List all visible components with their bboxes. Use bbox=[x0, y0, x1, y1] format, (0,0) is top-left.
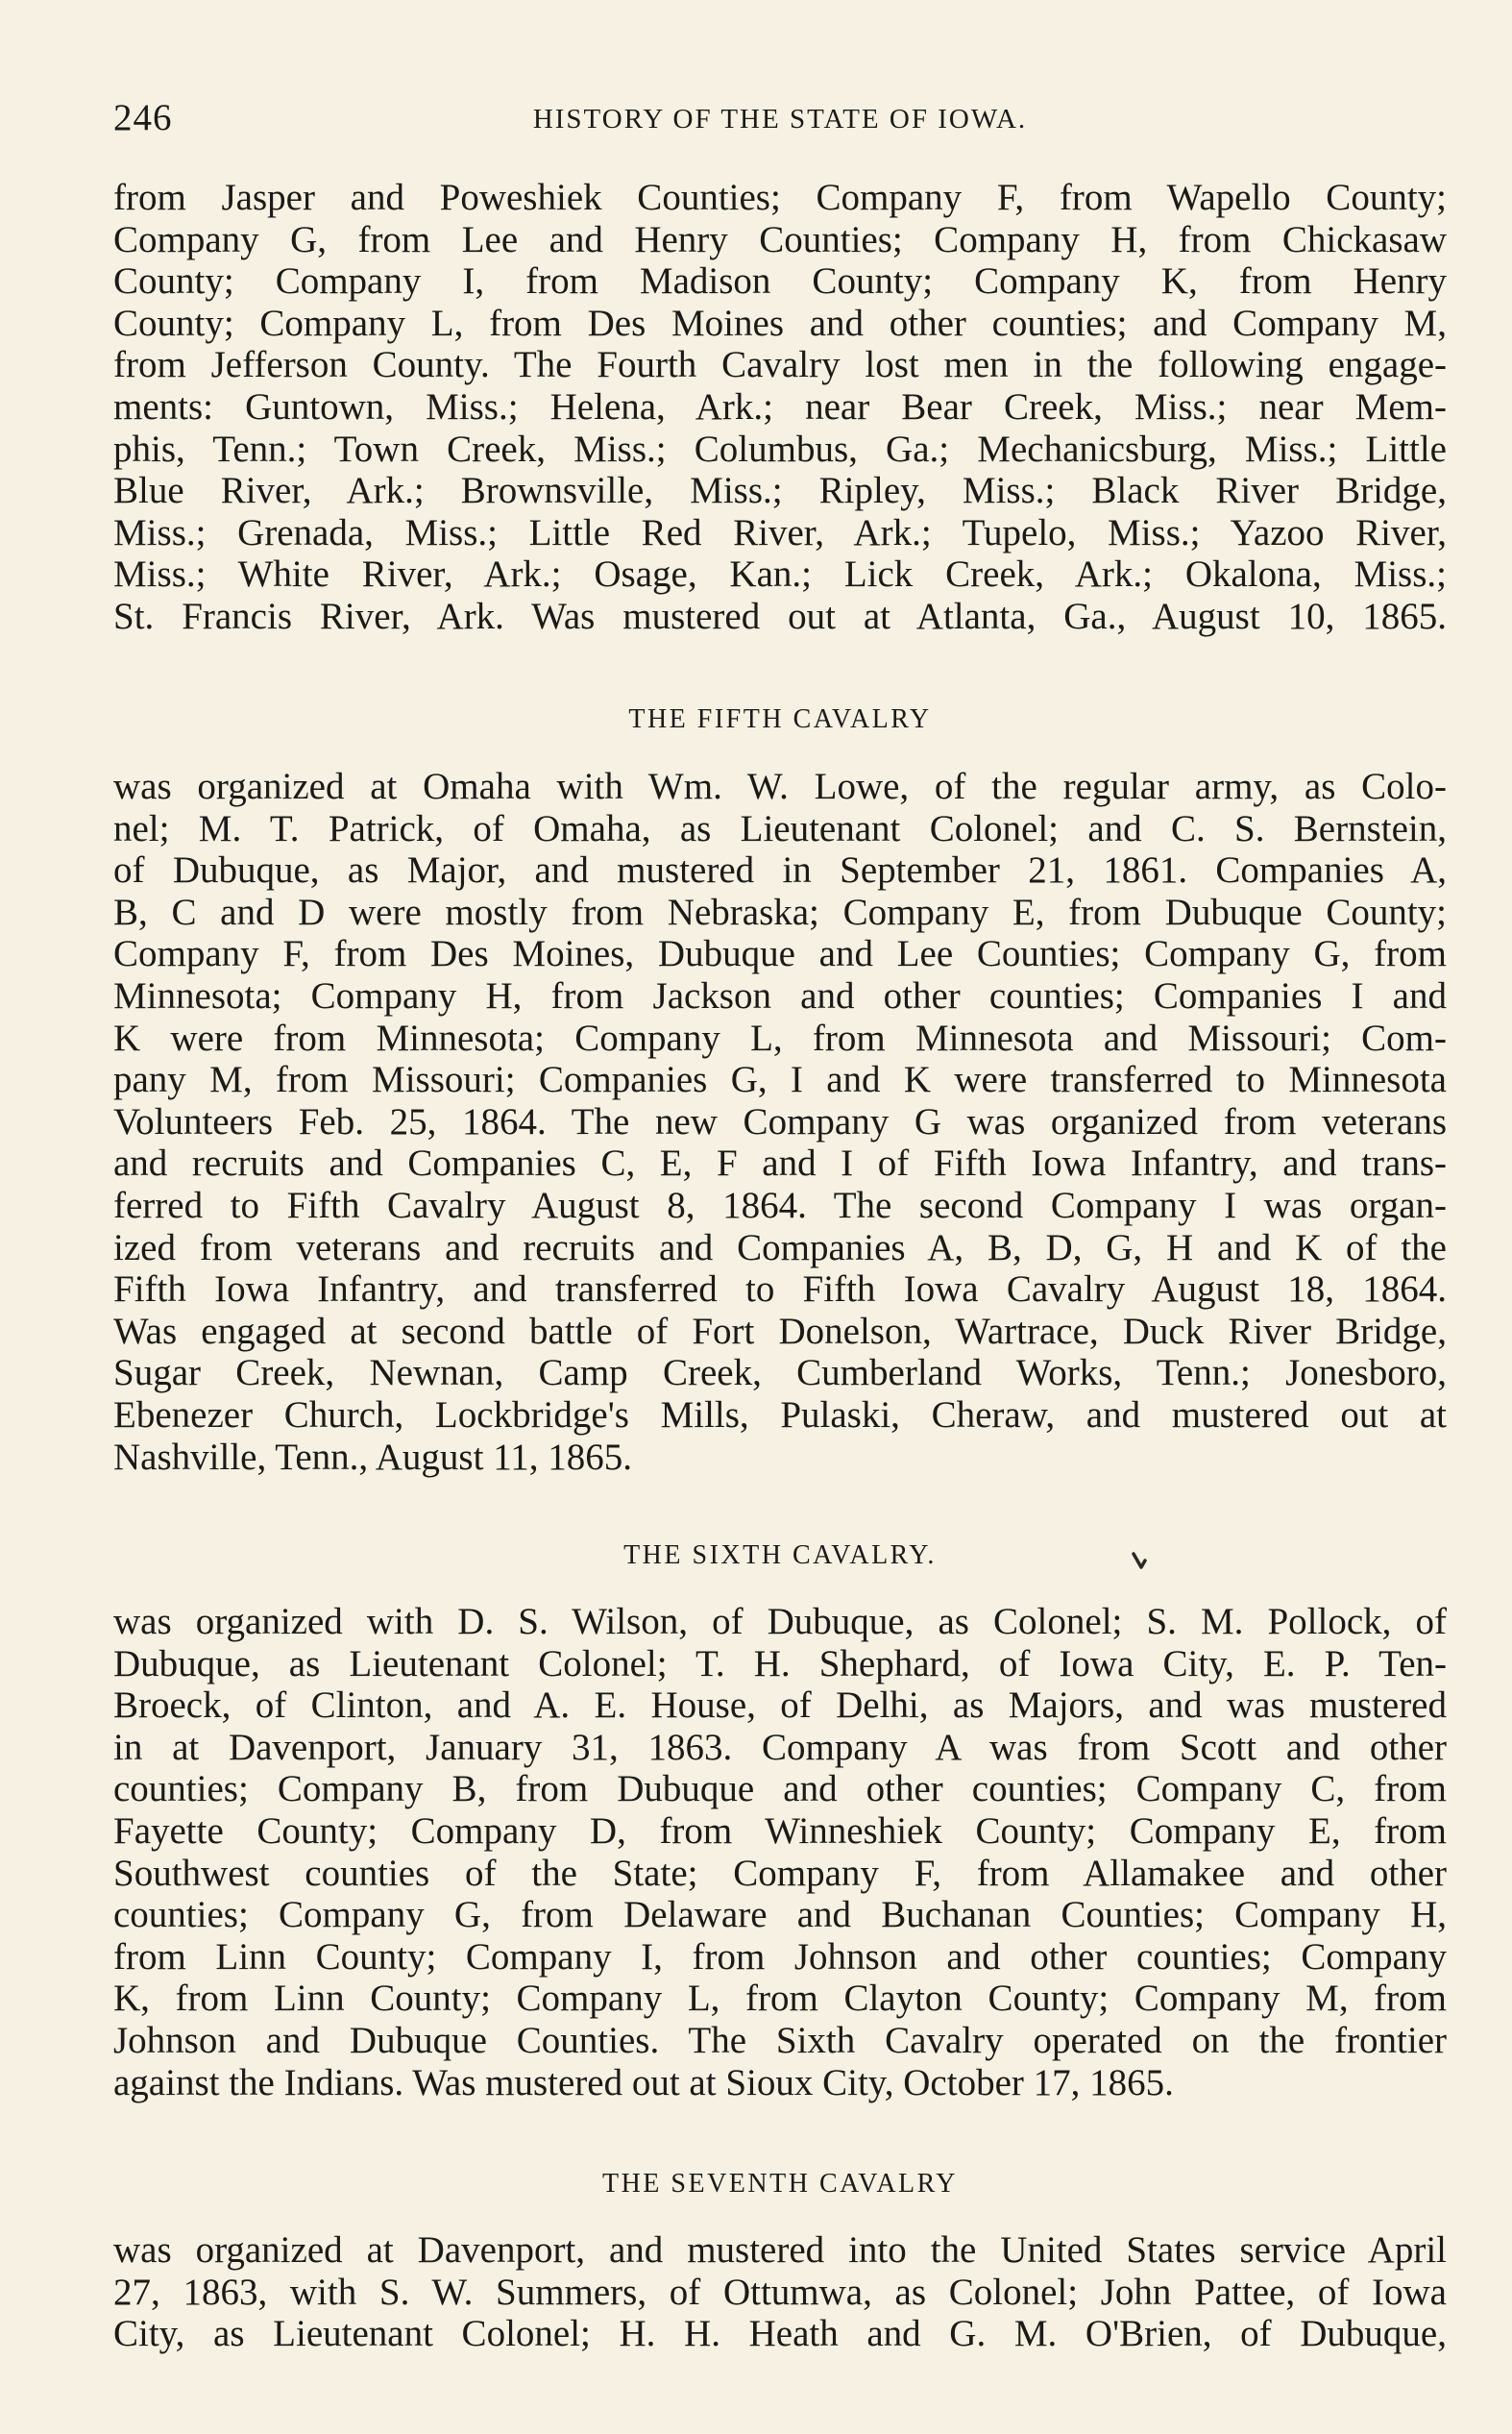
heading-seventh-cavalry: THE SEVENTH CAVALRY bbox=[601, 2169, 959, 2199]
text-line: Blue River, Ark.; Brownsville, Miss.; Ripley, Miss.; Black River Bridge, bbox=[113, 470, 1447, 512]
text-line: counties; Company G, from Delaware and Buchanan Counties; Company H, bbox=[113, 1894, 1447, 1936]
paragraph-fourth-cavalry-continued bbox=[113, 177, 1447, 638]
text-line: phis, Tenn.; Town Creek, Miss.; Columbus, Ga.; Mechanicsburg, Miss.; Little bbox=[113, 428, 1447, 470]
text-line: County; Company I, from Madison County; Company K, from Henry bbox=[113, 260, 1447, 303]
text-line: Sugar Creek, Newnan, Camp Creek, Cumberland Works, Tenn.; Jonesboro, bbox=[113, 1352, 1447, 1394]
text-line: counties; Company B, from Dubuque and other counties; Company C, from bbox=[113, 1768, 1447, 1810]
text-line: ized from veterans and recruits and Companies A, B, D, G, H and K of the bbox=[113, 1226, 1447, 1268]
text-line: Fayette County; Company D, from Winneshiek County; Company E, from bbox=[113, 1809, 1447, 1852]
text-line: Southwest counties of the State; Company F, from Allamakee and other bbox=[113, 1852, 1447, 1894]
text-line: B, C and D were mostly from Nebraska; Company E, from Dubuque County; bbox=[113, 891, 1447, 933]
paragraph-sixth-cavalry bbox=[113, 1601, 1447, 2103]
text-line: nel; M. T. Patrick, of Omaha, as Lieutenant Colonel; and C. S. Bernstein, bbox=[113, 807, 1447, 849]
text-line: pany M, from Missouri; Companies G, I and K were transferred to Minnesota bbox=[113, 1059, 1447, 1101]
running-head bbox=[113, 96, 1447, 154]
text-line: K were from Minnesota; Company L, from Minnesota and Missouri; Com- bbox=[113, 1017, 1447, 1059]
text-line: Miss.; Grenada, Miss.; Little Red River, Ark.; Tupelo, Miss.; Yazoo River, bbox=[113, 511, 1447, 553]
text-line: Johnson and Dubuque Counties. The Sixth Cavalry operated on the frontier bbox=[113, 2019, 1447, 2061]
text-line: Broeck, of Clinton, and A. E. House, of Delhi, as Majors, and was mustered bbox=[113, 1684, 1447, 1727]
text-line: Nashville, Tenn., August 11, 1865. bbox=[113, 1436, 633, 1478]
text-line: from Jasper and Poweshiek Counties; Company F, from Wapello County; bbox=[113, 177, 1447, 218]
text-line: Dubuque, as Lieutenant Colonel; T. H. Shephard, of Iowa City, E. P. Ten- bbox=[113, 1642, 1447, 1684]
paragraph-seventh-cavalry bbox=[113, 2229, 1447, 2355]
running-title: HISTORY OF THE STATE OF IOWA. bbox=[532, 104, 1028, 135]
text-line: from Linn County; Company I, from Johnson and other counties; Company bbox=[113, 1935, 1447, 1978]
text-line: Company F, from Des Moines, Dubuque and Lee Counties; Company G, from bbox=[113, 933, 1447, 975]
text-line: Ebenezer Church, Lockbridge's Mills, Pulaski, Cheraw, and mustered out at bbox=[113, 1393, 1447, 1436]
heading-sixth-cavalry: THE SIXTH CAVALRY. bbox=[623, 1540, 937, 1570]
text-line: K, from Linn County; Company L, from Clayton County; Company M, from bbox=[113, 1978, 1447, 2020]
text-line: St. Francis River, Ark. Was mustered out at Atlanta, Ga., August 10, 1865. bbox=[113, 595, 1447, 637]
text-line: 27, 1863, with S. W. Summers, of Ottumwa, as Colonel; John Pattee, of Iowa bbox=[113, 2271, 1447, 2313]
text-line: was organized at Omaha with Wm. W. Lowe, of the regular army, as Colo- bbox=[113, 766, 1447, 807]
text-line: from Jefferson County. The Fourth Cavalry lost men in the following engage- bbox=[113, 344, 1447, 386]
text-line: was organized with D. S. Wilson, of Dubuque, as Colonel; S. M. Pollock, of bbox=[113, 1601, 1447, 1642]
text-line: County; Company L, from Des Moines and other counties; and Company M, bbox=[113, 302, 1447, 344]
text-line: Fifth Iowa Infantry, and transferred to Fifth Iowa Cavalry August 18, 1864. bbox=[113, 1268, 1447, 1311]
text-line: ferred to Fifth Cavalry August 8, 1864. The second Company I was organ- bbox=[113, 1184, 1447, 1226]
text-line: Company G, from Lee and Henry Counties; Company H, from Chickasaw bbox=[113, 218, 1447, 260]
text-line: of Dubuque, as Major, and mustered in September 21, 1861. Companies A, bbox=[113, 849, 1447, 892]
paragraph-fifth-cavalry bbox=[113, 766, 1447, 1478]
text-line: Minnesota; Company H, from Jackson and other counties; Companies I and bbox=[113, 974, 1447, 1017]
stray-ink-mark bbox=[1131, 1549, 1150, 1572]
text-line: Volunteers Feb. 25, 1864. The new Company G was organized from veterans bbox=[113, 1100, 1447, 1143]
page-number: 246 bbox=[113, 97, 173, 138]
text-line: was organized at Davenport, and mustered into the United States service April bbox=[113, 2229, 1447, 2271]
text-line: and recruits and Companies C, E, F and I of Fifth Iowa Infantry, and trans- bbox=[113, 1143, 1447, 1185]
heading-fifth-cavalry: THE FIFTH CAVALRY bbox=[628, 704, 932, 734]
text-line: Was engaged at second battle of Fort Donelson, Wartrace, Duck River Bridge, bbox=[113, 1310, 1447, 1352]
text-line: Miss.; White River, Ark.; Osage, Kan.; Lick Creek, Ark.; Okalona, Miss.; bbox=[113, 553, 1447, 596]
text-line: City, as Lieutenant Colonel; H. H. Heath and G. M. O'Brien, of Dubuque, bbox=[113, 2313, 1447, 2355]
text-line: ments: Guntown, Miss.; Helena, Ark.; near Bear Creek, Miss.; near Mem- bbox=[113, 385, 1447, 428]
text-line: against the Indians. Was mustered out at Sioux City, October 17, 1865. bbox=[113, 2061, 1174, 2103]
text-line: in at Davenport, January 31, 1863. Company A was from Scott and other bbox=[113, 1726, 1447, 1768]
